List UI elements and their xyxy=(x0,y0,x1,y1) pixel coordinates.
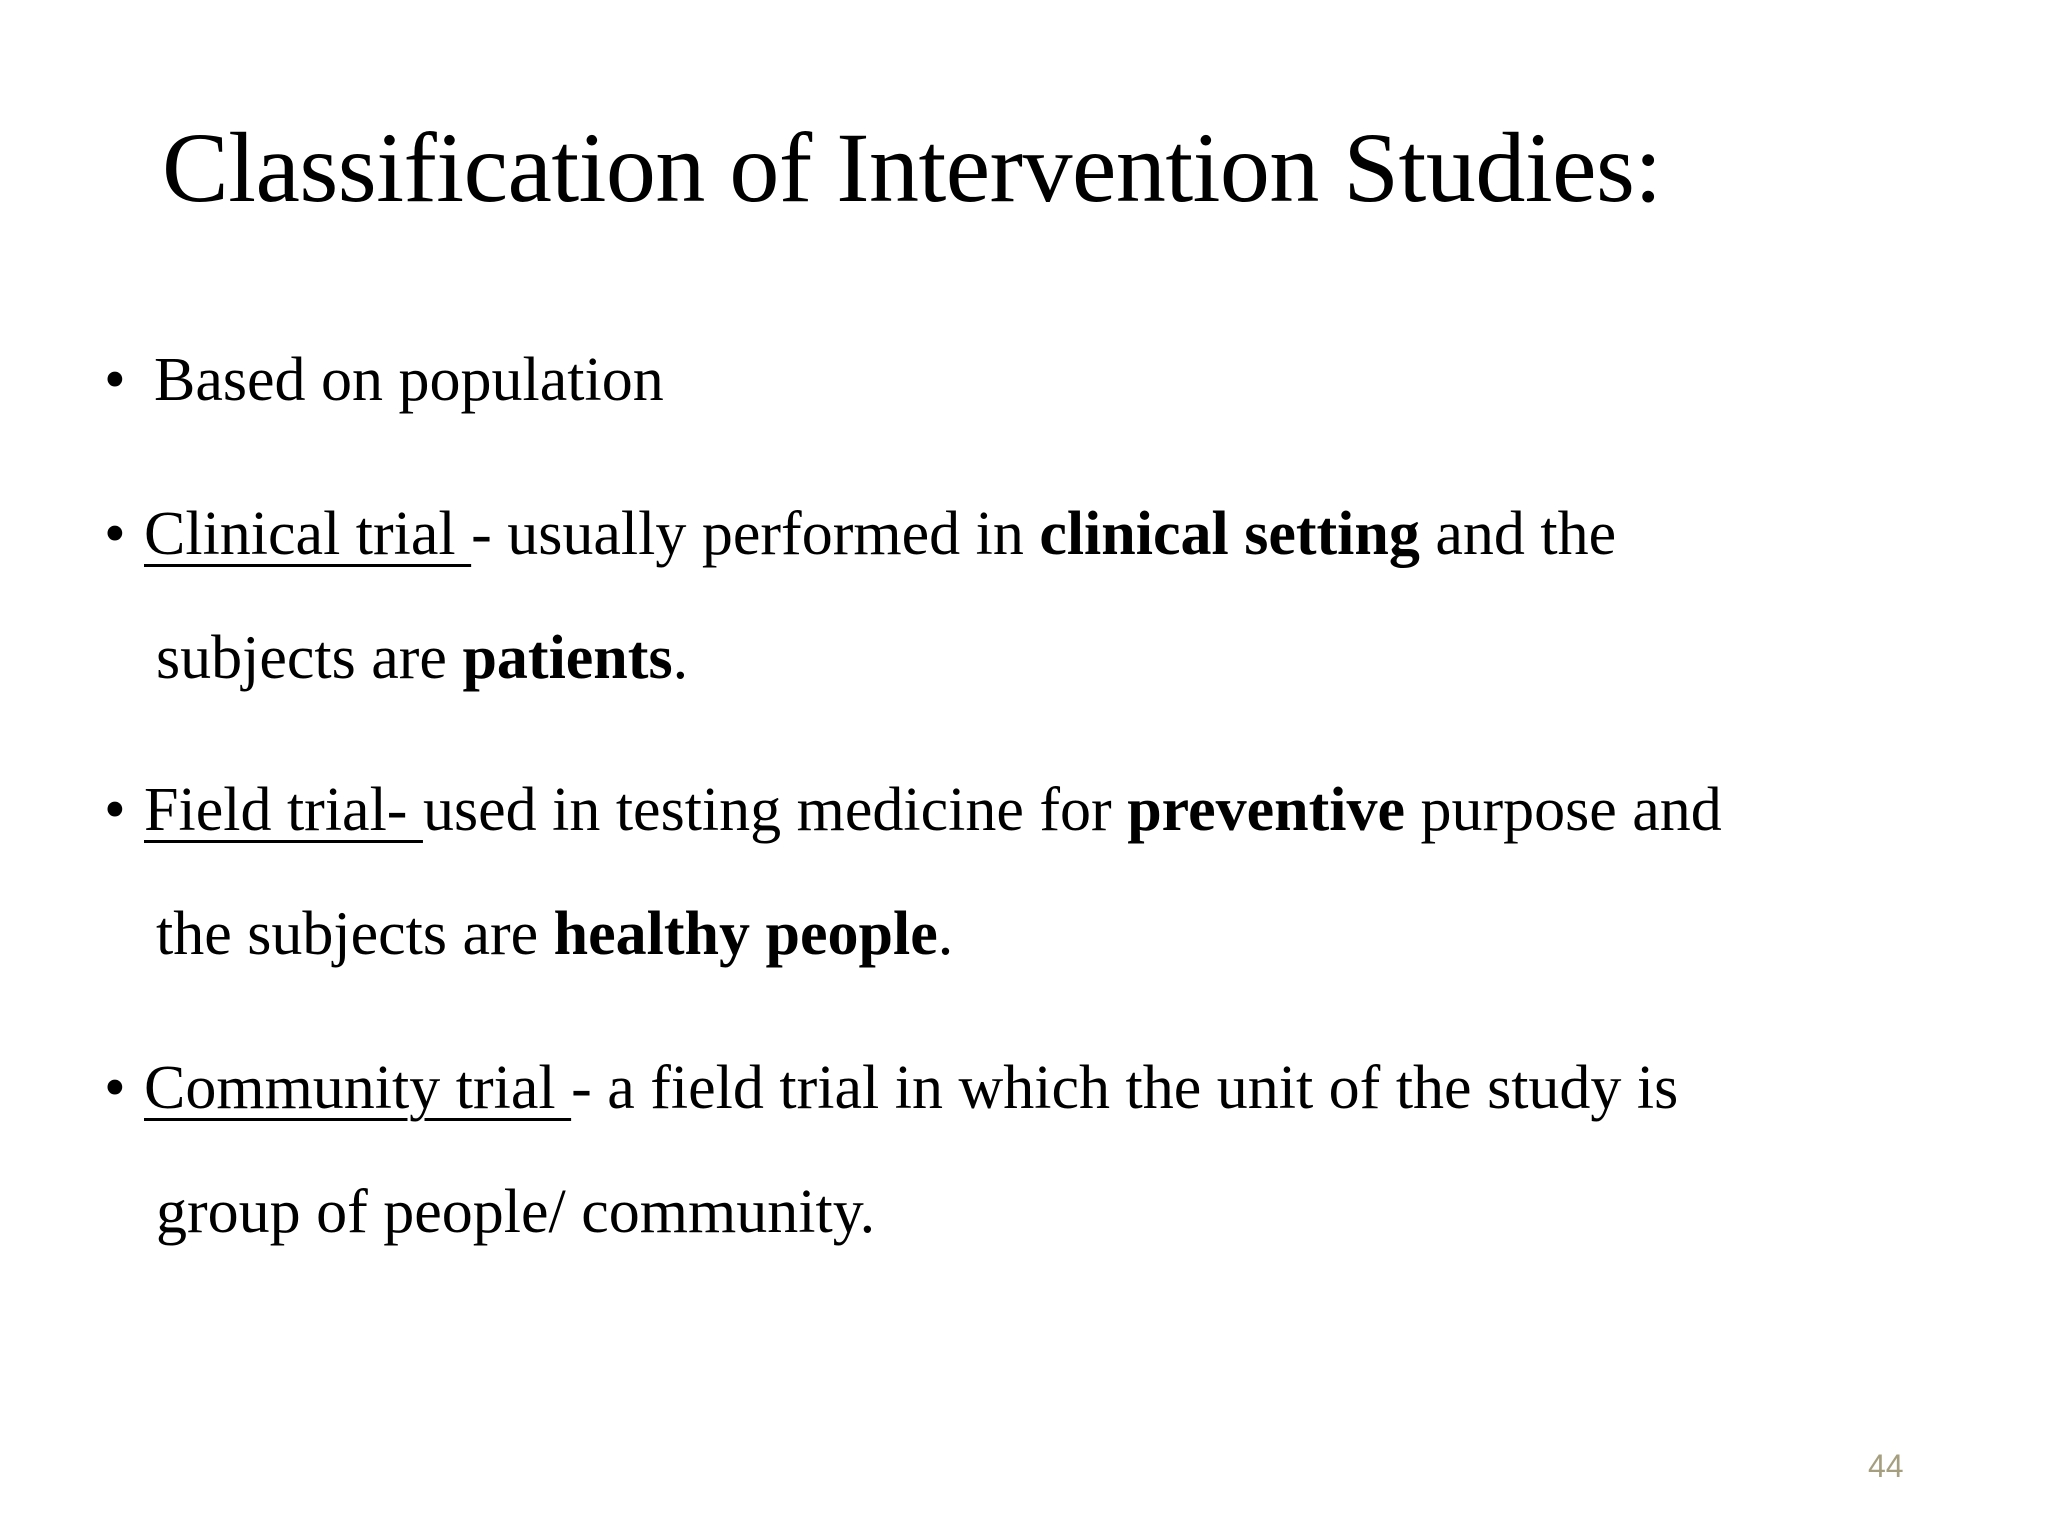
bullet-community-trial xyxy=(104,1048,1678,1128)
bullet-text: . xyxy=(937,900,954,968)
slide-title: Classification of Intervention Studies: xyxy=(162,112,1662,223)
term-community-trial: Community trial xyxy=(144,1054,572,1122)
bullet-clinical-trial xyxy=(104,494,1616,574)
emphasis-healthy-people: healthy people xyxy=(553,900,938,968)
bullet-text: purpose and xyxy=(1404,776,1722,844)
page-number: 44 xyxy=(1868,1448,1904,1484)
bullet-icon: • xyxy=(104,346,126,414)
bullet-text: - a field trial in which the unit of the study is xyxy=(571,1054,1679,1122)
emphasis-patients: patients xyxy=(462,624,673,692)
bullet-based-on-population xyxy=(104,340,664,420)
bullet-text: . xyxy=(672,624,689,692)
term-clinical-trial: Clinical trial xyxy=(144,500,472,568)
bullet-text: used in testing medicine for xyxy=(422,776,1128,844)
bullet-icon: • xyxy=(104,1054,126,1122)
bullet-text: subjects are xyxy=(156,624,463,692)
bullet-text: group of people/ community. xyxy=(156,1178,876,1246)
bullet-text: Based on population xyxy=(154,346,664,414)
bullet-icon: • xyxy=(104,776,126,844)
bullet-clinical-trial-continuation xyxy=(156,618,688,698)
bullet-text: and the xyxy=(1419,500,1617,568)
bullet-icon: • xyxy=(104,500,126,568)
term-field-trial: Field trial- xyxy=(144,776,423,844)
bullet-community-trial-continuation xyxy=(156,1172,875,1252)
emphasis-clinical-setting: clinical setting xyxy=(1039,500,1420,568)
bullet-text: - usually performed in xyxy=(471,500,1040,568)
bullet-field-trial-continuation xyxy=(156,894,953,974)
bullet-text: the subjects are xyxy=(156,900,554,968)
bullet-field-trial xyxy=(104,770,1722,850)
emphasis-preventive: preventive xyxy=(1127,776,1405,844)
